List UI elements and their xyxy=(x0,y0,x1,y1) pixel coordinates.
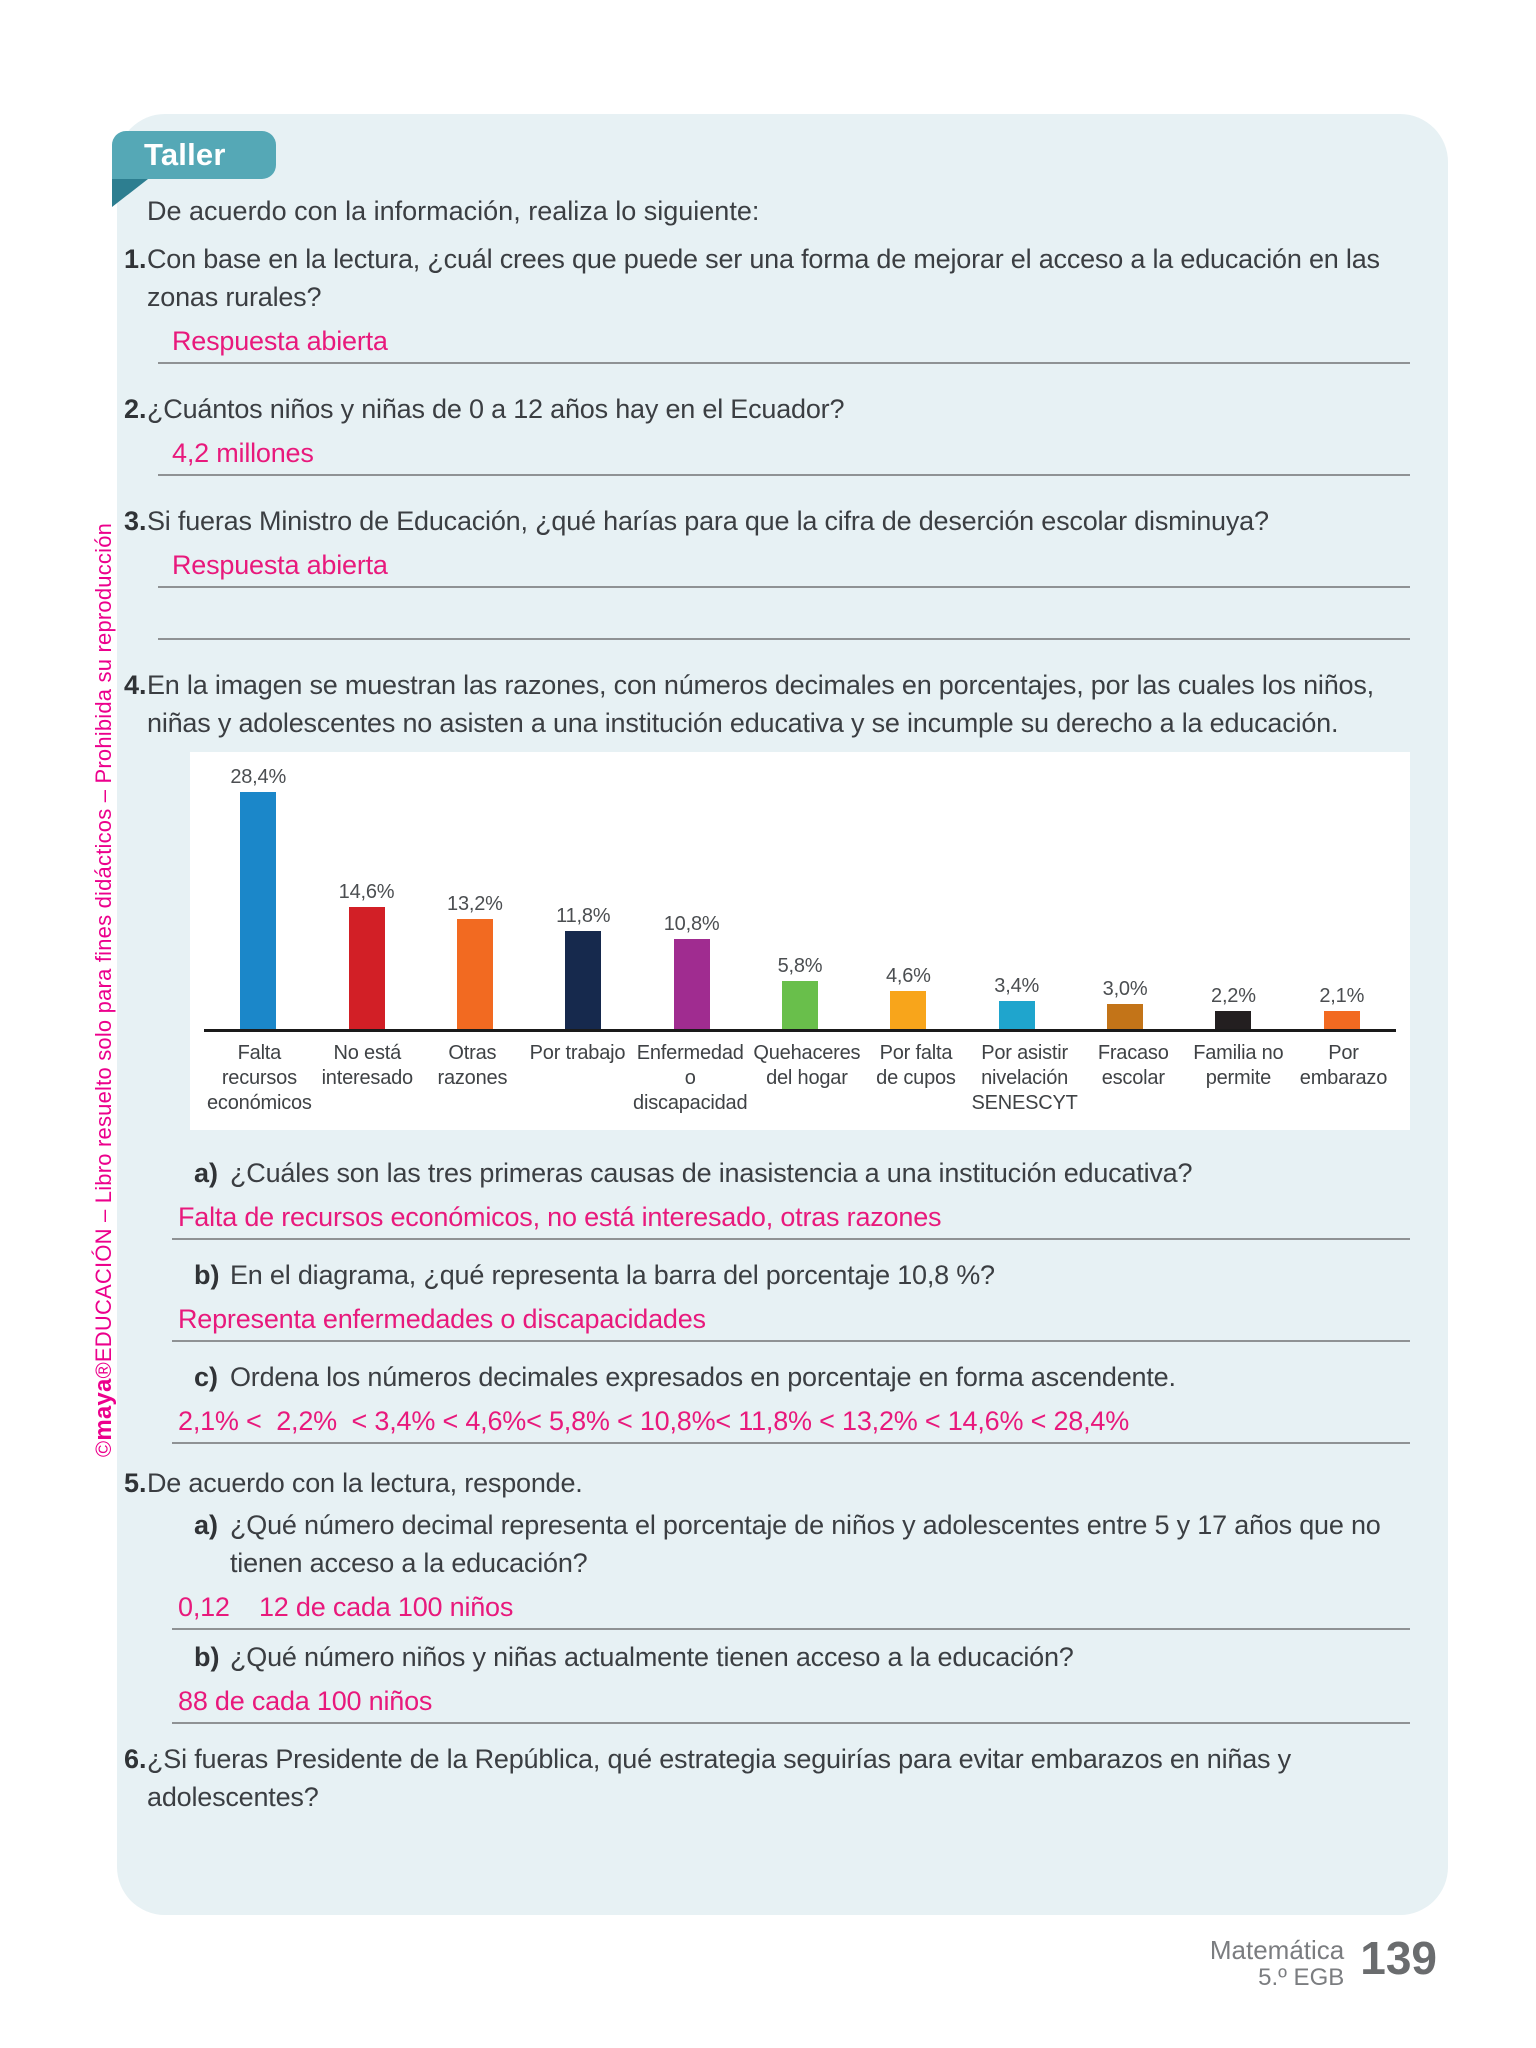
copyright-symbol: © xyxy=(91,1440,116,1458)
bar xyxy=(240,792,276,1029)
bar xyxy=(1324,1011,1360,1029)
question-number: 1. xyxy=(124,244,147,274)
taller-tab-label: Taller xyxy=(144,137,226,172)
sub-question-text: ¿Qué número decimal representa el porcentaje de niños y adolescentes entre 5 y 17 años que no tienen acceso a la educación? xyxy=(230,1510,1381,1578)
bar-category-label: Otras razones xyxy=(437,1042,508,1089)
question-6 xyxy=(124,1740,1410,1816)
answer-line xyxy=(172,1684,1410,1724)
bar-column xyxy=(421,893,529,1029)
sub-question-letter: b) xyxy=(194,1642,220,1672)
intro-text: De acuerdo con la información, realiza lo siguiente: xyxy=(147,196,760,226)
sub-question-letter: a) xyxy=(194,1510,219,1540)
question-number: 6. xyxy=(124,1744,147,1774)
bar-category-label: Por trabajo xyxy=(529,1042,626,1064)
question-text: ¿Si fueras Presidente de la República, qué estrategia seguirías para evitar embarazos en niñas y adolescentes? xyxy=(147,1744,1291,1812)
sub-question-letter: a) xyxy=(194,1158,219,1188)
question-3 xyxy=(124,502,1410,640)
sub-question-text: Ordena los números decimales expresados en porcentaje en forma ascendente. xyxy=(230,1362,1176,1392)
brand-logo-text: maya xyxy=(90,1378,117,1441)
answer-text: 0,12 12 de cada 100 niños xyxy=(178,1592,514,1622)
answer-line xyxy=(172,1200,1410,1240)
copyright-sidebar xyxy=(90,523,118,1457)
bar-value-label: 11,8% xyxy=(556,905,611,927)
bar xyxy=(1215,1011,1251,1029)
chart-bars-row xyxy=(204,766,1396,1032)
page-number: 139 xyxy=(1360,1932,1437,1984)
bar-category-label: Por falta de cupos xyxy=(876,1042,956,1089)
bar-value-label: 10,8% xyxy=(663,913,720,935)
answer-line xyxy=(172,1590,1410,1630)
bar-value-label: 28,4% xyxy=(230,766,287,788)
bar xyxy=(674,939,710,1029)
bar xyxy=(1107,1004,1143,1029)
bar-column xyxy=(1179,985,1287,1029)
bar xyxy=(782,981,818,1029)
footer-grade: 5.º EGB xyxy=(1258,1964,1345,1991)
answer-text: Falta de recursos económicos, no está interesado, otras razones xyxy=(178,1202,942,1232)
bar-value-label: 13,2% xyxy=(447,893,503,915)
bar-category-label: Fracaso escolar xyxy=(1097,1042,1169,1089)
bar-category-label: Falta recursos económicos xyxy=(207,1042,312,1114)
answer-line xyxy=(158,548,1410,588)
sub-question-text: ¿Cuáles son las tres primeras causas de inasistencia a una institución educativa? xyxy=(230,1158,1193,1188)
bar-category-label: No está interesado xyxy=(321,1042,413,1089)
question-number: 2. xyxy=(124,394,147,424)
question-text: En la imagen se muestran las razones, con números decimales en porcentajes, por las cuales los niños, niñas y adolescentes no asisten a una institución educativa y se incumple su derecho a la educación. xyxy=(147,670,1374,738)
footer-subject: Matemática xyxy=(1209,1935,1345,1965)
question-text: ¿Cuántos niños y niñas de 0 a 12 años hay en el Ecuador? xyxy=(147,394,845,424)
sub-question-text: En el diagrama, ¿qué representa la barra del porcentaje 10,8 %? xyxy=(230,1260,995,1290)
question-2 xyxy=(124,390,1410,476)
bar-value-label: 2,1% xyxy=(1319,985,1365,1007)
bar-column xyxy=(312,881,420,1029)
bar-category-label: Enfermedad o discapacidad xyxy=(633,1042,748,1114)
bar-column xyxy=(637,913,745,1029)
answer-text: Respuesta abierta xyxy=(172,326,388,356)
answer-line xyxy=(158,436,1410,476)
question-number: 3. xyxy=(124,506,147,536)
answer-line xyxy=(172,1404,1410,1444)
answer-text: 2,1% < 2,2% < 3,4% < 4,6%< 5,8% < 10,8%< 11,8% < 13,2% < 14,6% < 28,4% xyxy=(178,1406,1130,1436)
answer-line xyxy=(158,324,1410,364)
panel-content xyxy=(117,114,1448,1846)
question-4a xyxy=(178,1154,1410,1240)
bar-column xyxy=(204,766,312,1029)
sub-question-letter: c) xyxy=(194,1362,219,1392)
sub-question-letter: b) xyxy=(194,1260,220,1290)
bar-column xyxy=(1288,985,1396,1029)
chart-labels-row xyxy=(204,1041,1396,1116)
answer-text: Respuesta abierta xyxy=(172,550,388,580)
blank-answer-line xyxy=(158,600,1410,640)
bar-column xyxy=(963,975,1071,1029)
bar xyxy=(999,1001,1035,1029)
question-4 xyxy=(124,666,1410,742)
question-text: Con base en la lectura, ¿cuál crees que puede ser una forma de mejorar el acceso a la educación en las zonas rurales? xyxy=(147,244,1380,312)
bar-category-label: Quehaceres del hogar xyxy=(753,1042,861,1089)
question-1 xyxy=(124,240,1410,364)
question-4b xyxy=(178,1256,1410,1342)
bar-column xyxy=(746,955,854,1029)
question-4c xyxy=(178,1358,1410,1444)
bar-value-label: 2,2% xyxy=(1211,985,1256,1007)
bar-category-label: Por embarazo xyxy=(1299,1042,1388,1089)
bar xyxy=(890,991,926,1029)
question-text: De acuerdo con la lectura, responde. xyxy=(147,1468,583,1498)
bar-value-label: 14,6% xyxy=(338,881,395,903)
bar-column xyxy=(854,965,962,1029)
bar-column xyxy=(529,905,637,1029)
question-5a xyxy=(178,1506,1410,1630)
bar-value-label: 5,8% xyxy=(777,955,823,977)
page-footer xyxy=(1209,1932,1437,1992)
answer-text: Representa enfermedades o discapacidades xyxy=(178,1304,706,1334)
content-panel xyxy=(117,114,1448,1915)
taller-tab xyxy=(112,131,276,179)
bar xyxy=(457,919,493,1029)
answer-text: 88 de cada 100 niños xyxy=(178,1686,433,1716)
bar-category-label: Familia no permite xyxy=(1193,1042,1284,1089)
question-number: 5. xyxy=(124,1468,147,1498)
question-text: Si fueras Ministro de Educación, ¿qué harías para que la cifra de deserción escolar disminuya? xyxy=(147,506,1269,536)
question-5b xyxy=(178,1638,1410,1724)
bar-column xyxy=(1071,978,1179,1029)
bar xyxy=(565,931,601,1029)
answer-line xyxy=(172,1302,1410,1342)
answer-text: 4,2 millones xyxy=(172,438,314,468)
bar-value-label: 4,6% xyxy=(885,965,931,987)
bar-value-label: 3,4% xyxy=(994,975,1040,997)
bar-category-label: Por asistir nivelación SENESCYT xyxy=(971,1042,1078,1114)
question-number: 4. xyxy=(124,670,147,700)
question-5 xyxy=(124,1464,1410,1724)
bar xyxy=(349,907,385,1029)
bar-value-label: 3,0% xyxy=(1102,978,1148,1000)
bar-chart xyxy=(190,752,1410,1130)
copyright-text: ®EDUCACIÓN – Libro resuelto solo para fines didácticos – Prohibida su reproducción xyxy=(91,522,116,1379)
sub-question-text: ¿Qué número niños y niñas actualmente tienen acceso a la educación? xyxy=(230,1642,1074,1672)
